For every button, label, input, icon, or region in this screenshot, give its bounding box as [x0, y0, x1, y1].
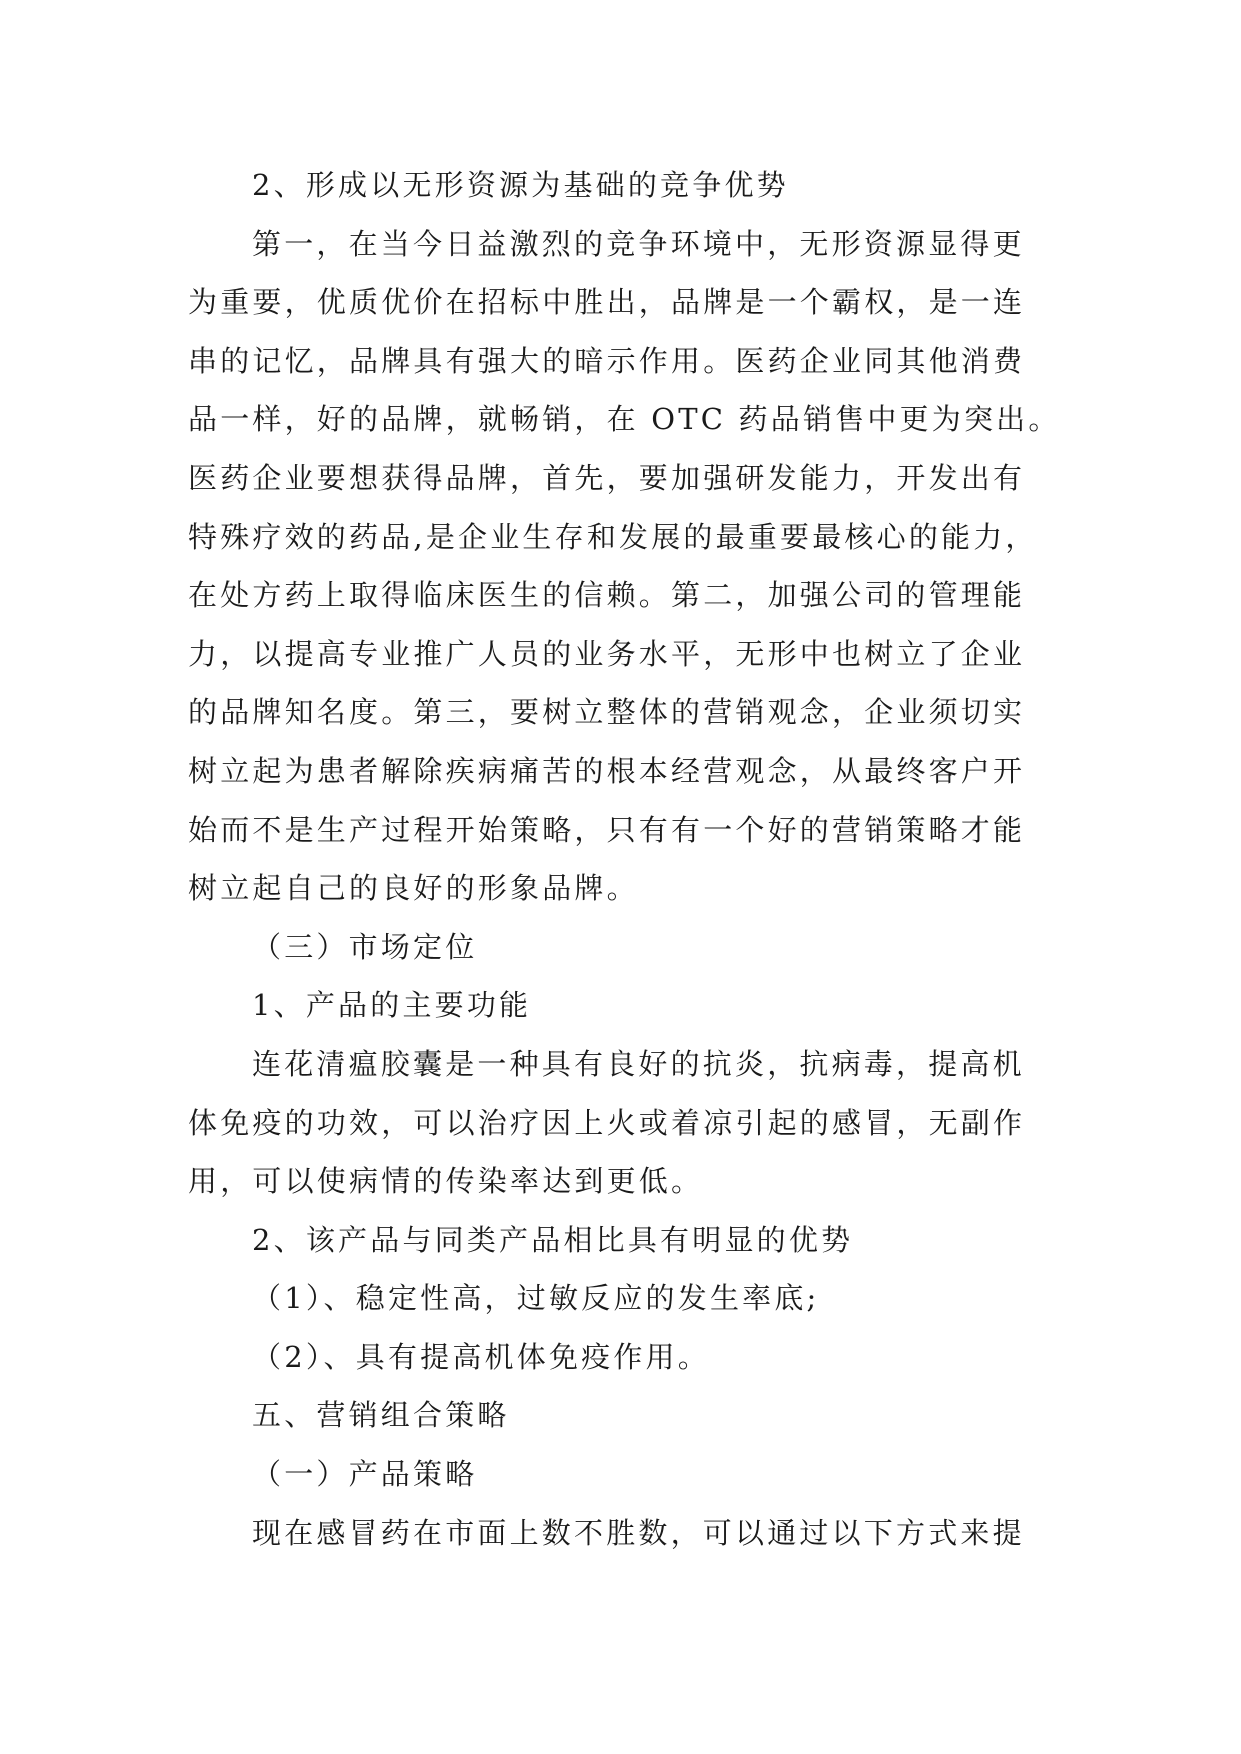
paragraph-line: 树立起为患者解除疾病痛苦的根本经营观念，从最终客户开	[188, 753, 1026, 788]
paragraph-line: 始而不是生产过程开始策略，只有有一个好的营销策略才能	[188, 812, 1026, 847]
document-body	[188, 156, 1061, 1562]
paragraph-line: 医药企业要想获得品牌，首先，要加强研发能力，开发出有	[188, 460, 1026, 495]
paragraph-line: 品一样，好的品牌，就畅销，在 OTC 药品销售中更为突出。	[188, 402, 1061, 437]
paragraph-line: 力，以提高专业推广人员的业务水平，无形中也树立了企业	[188, 636, 1026, 671]
paragraph-line: 为重要，优质优价在招标中胜出，品牌是一个霸权，是一连	[188, 285, 1026, 320]
paragraph-line: 用，可以使病情的传染率达到更低。	[188, 1164, 704, 1199]
section-heading-market-positioning: （三）市场定位	[252, 929, 478, 964]
section-heading-intangible-advantage: 2、形成以无形资源为基础的竞争优势	[252, 168, 789, 202]
subheading-product-strategy: （一）产品策略	[252, 1457, 478, 1492]
paragraph-line: 树立起自己的良好的形象品牌。	[188, 871, 639, 906]
subheading-product-advantage: 2、该产品与同类产品相比具有明显的优势	[252, 1222, 854, 1257]
list-item-stability: （1）、稳定性高，过敏反应的发生率底;	[252, 1281, 820, 1316]
paragraph-line: 在处方药上取得临床医生的信赖。第二，加强公司的管理能	[188, 578, 1026, 613]
subheading-main-function: 1、产品的主要功能	[252, 988, 532, 1023]
paragraph-line: 体免疫的功效，可以治疗因上火或着凉引起的感冒，无副作	[188, 1105, 1026, 1140]
paragraph-line: 连花清瘟胶囊是一种具有良好的抗炎，抗病毒，提高机	[252, 1046, 1025, 1081]
paragraph-line: 特殊疗效的药品,是企业生存和发展的最重要最核心的能力，	[188, 519, 1038, 554]
section-heading-marketing-mix: 五、营销组合策略	[252, 1398, 510, 1433]
paragraph-line: 的品牌知名度。第三，要树立整体的营销观念，企业须切实	[188, 695, 1026, 730]
paragraph-line: 第一，在当今日益激烈的竞争环境中，无形资源显得更	[252, 226, 1025, 261]
paragraph-line: 串的记忆，品牌具有强大的暗示作用。医药企业同其他消费	[188, 343, 1026, 378]
list-item-immunity: （2）、具有提高机体免疫作用。	[252, 1339, 710, 1374]
paragraph-line: 现在感冒药在市面上数不胜数，可以通过以下方式来提	[252, 1515, 1025, 1550]
